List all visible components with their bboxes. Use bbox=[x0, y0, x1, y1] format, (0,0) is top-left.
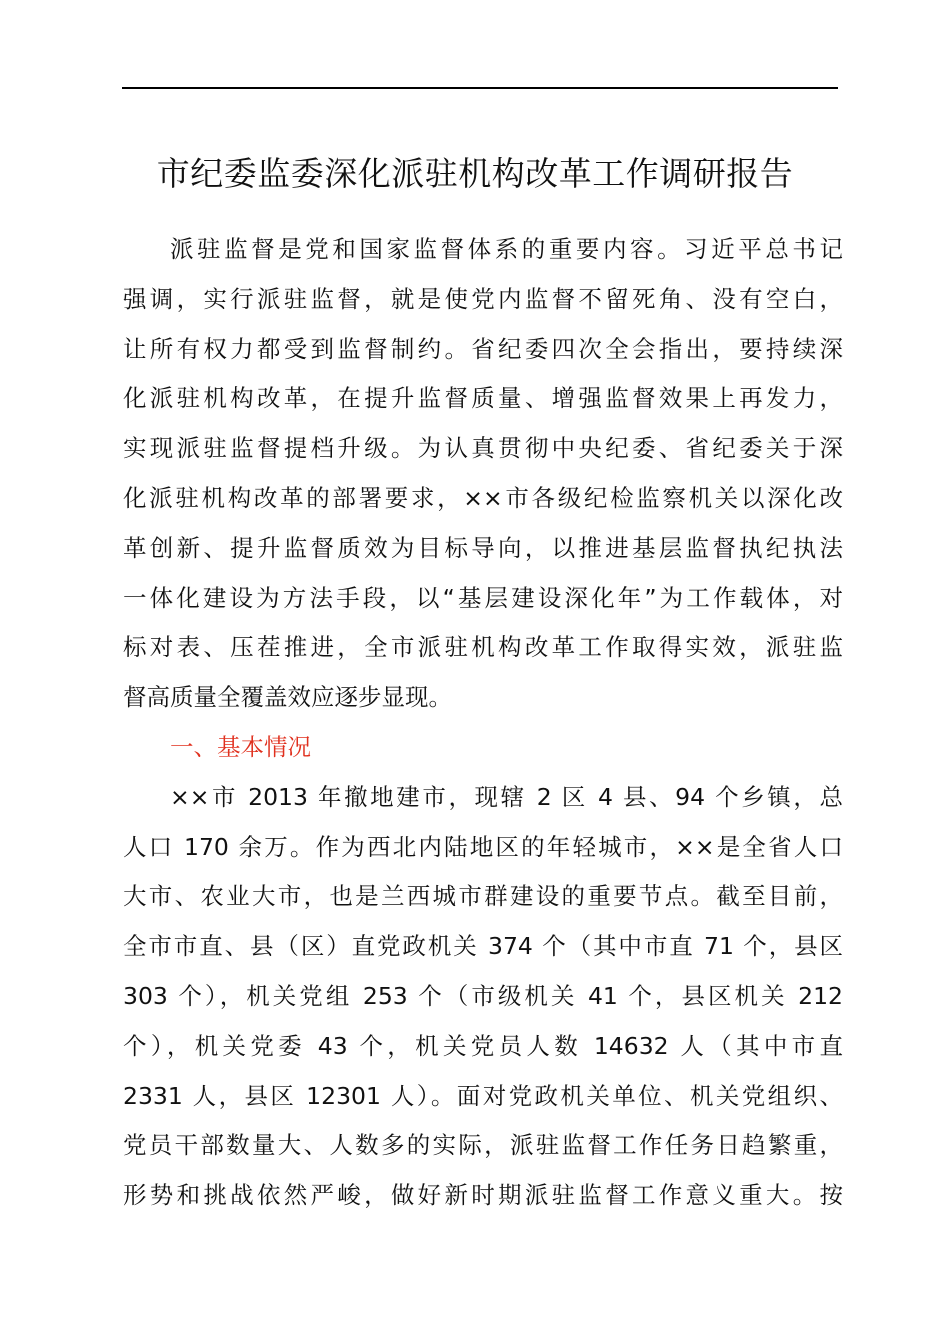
paragraph-line: 党员干部数量大、人数多的实际，派驻监督工作任务日趋繁重， bbox=[123, 1131, 843, 1160]
paragraph-line: 让所有权力都受到监督制约。省纪委四次全会指出，要持续深 bbox=[123, 334, 843, 363]
intro-paragraph bbox=[123, 225, 843, 723]
paragraph-line: 303 个），机关党组 253 个（市级机关 41 个，县区机关 212 bbox=[123, 981, 843, 1010]
paragraph-line: 督高质量全覆盖效应逐步显现。 bbox=[123, 683, 452, 712]
paragraph-line: 人口 170 余万。作为西北内陆地区的年轻城市，××是全省人口 bbox=[123, 832, 843, 861]
paragraph-line: 一体化建设为方法手段，以“基层建设深化年”为工作载体，对 bbox=[123, 583, 843, 612]
paragraph-line: 革创新、提升监督质效为目标导向，以推进基层监督执纪执法 bbox=[123, 533, 843, 562]
paragraph-line: 个），机关党委 43 个，机关党员人数 14632 人（其中市直 bbox=[123, 1031, 843, 1060]
paragraph-line: 形势和挑战依然严峻，做好新时期派驻监督工作意义重大。按 bbox=[123, 1181, 843, 1210]
paragraph-line: 2331 人，县区 12301 人）。面对党政机关单位、机关党组织、 bbox=[123, 1081, 843, 1110]
header-rule bbox=[122, 87, 838, 89]
paragraph-line: 标对表、压茬推进，全市派驻机构改革工作取得实效，派驻监 bbox=[123, 633, 843, 662]
paragraph-line: 强调，实行派驻监督，就是使党内监督不留死角、没有空白， bbox=[123, 284, 843, 313]
paragraph-line: ××市 2013 年撤地建市，现辖 2 区 4 县、94 个乡镇，总 bbox=[170, 782, 843, 811]
paragraph-line: 实现派驻监督提档升级。为认真贯彻中央纪委、省纪委关于深 bbox=[123, 434, 843, 463]
basic-situation-paragraph bbox=[123, 773, 843, 1221]
document-title: 市纪委监委深化派驻机构改革工作调研报告 bbox=[156, 154, 794, 193]
paragraph-line: 化派驻机构改革的部署要求，××市各级纪检监察机关以深化改 bbox=[123, 483, 843, 512]
document-body bbox=[123, 225, 843, 1221]
section-heading: 一、基本情况 bbox=[170, 732, 311, 761]
paragraph-line: 派驻监督是党和国家监督体系的重要内容。习近平总书记 bbox=[170, 235, 843, 263]
paragraph-line: 化派驻机构改革，在提升监督质量、增强监督效果上再发力， bbox=[123, 384, 843, 413]
paragraph-line: 全市市直、县（区）直党政机关 374 个（其中市直 71 个，县区 bbox=[123, 932, 843, 961]
paragraph-line: 大市、农业大市，也是兰西城市群建设的重要节点。截至目前， bbox=[123, 882, 843, 911]
